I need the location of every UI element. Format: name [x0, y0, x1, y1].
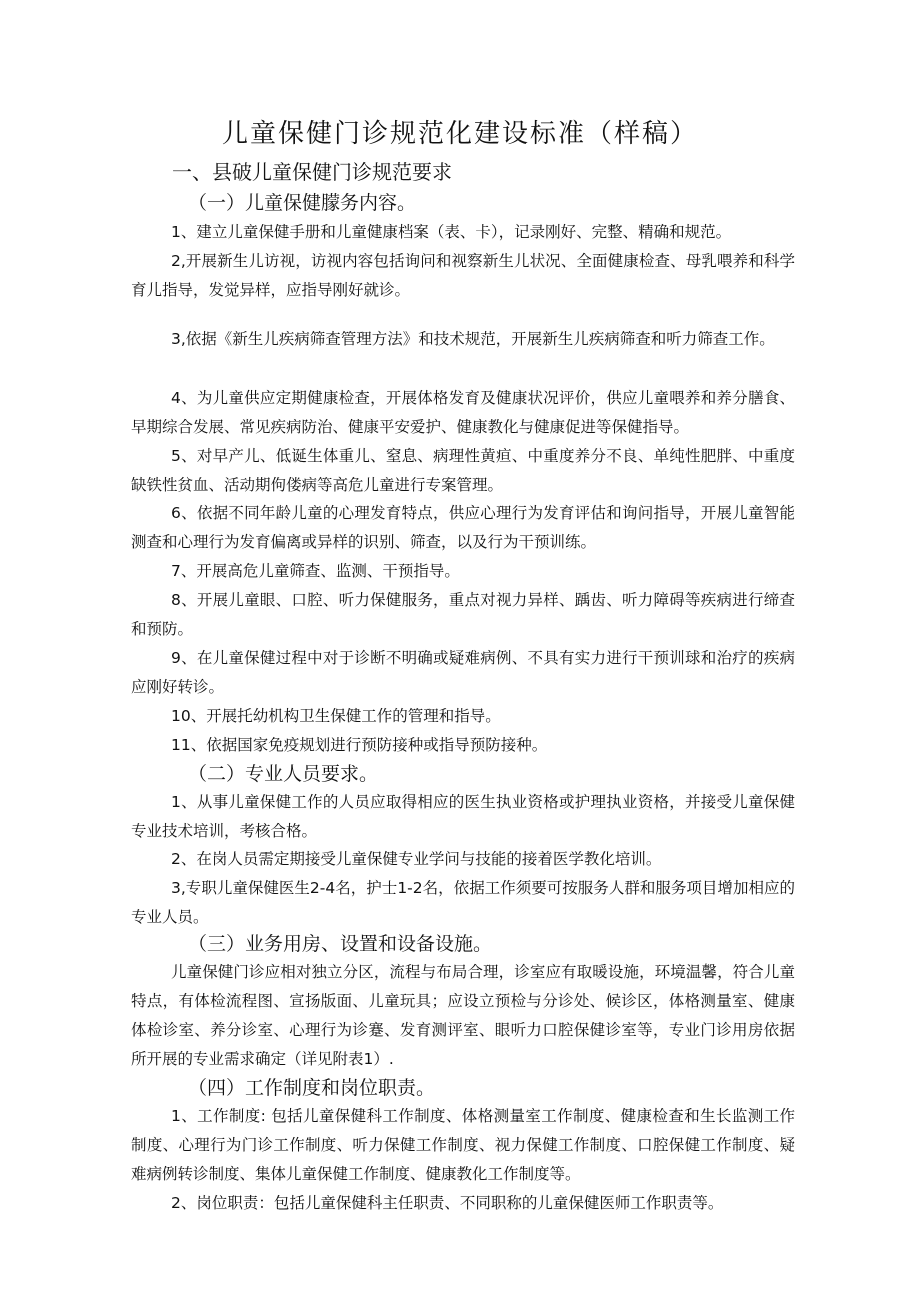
paragraph-item: 11、依据国家免疫规划进行预防接种或指导预防接种。: [171, 736, 548, 754]
paragraph-item: 10、开展托幼机构卫生保健工作的管理和指导。: [171, 707, 501, 725]
paragraph-item: 6、依据不同年龄儿童的心理发育特点，供应心理行为发育评估和询问指导，开展儿童智能测查和心理行为发育偏离或异样的识别、筛查，以及行为干预训练。: [131, 504, 795, 551]
subsection-heading-work-rules: （四）工作制度和岗位职责。: [188, 1077, 436, 1099]
paragraph-item: 2、岗位职责：包括儿童保健科主任职责、不同职称的儿童保健医师工作职责等。: [171, 1194, 724, 1212]
subsection-heading-service-content: （一）儿童保健朦务内容。: [188, 192, 417, 214]
paragraph-item: 2,开展新生儿访视，访视内容包括询问和视察新生儿状况、全面健康检查、母乳喂养和科学育儿指导，发觉异样，应指导刚好就诊。: [131, 252, 795, 299]
subsection-heading-facilities: （三）业务用房、设置和设备设施。: [188, 933, 493, 955]
subsection-heading-staff-requirements: （二）专业人员要求。: [188, 763, 379, 785]
document-title: 儿童保健门诊规范化建设标准（样稿）: [221, 119, 698, 149]
paragraph-item: 3,依据《新生儿疾病筛查管理方法》和技术规范，开展新生儿疾病筛查和听力筛查工作。: [171, 330, 775, 348]
section-heading-1: 一、县破儿童保健门诊规范要求: [172, 160, 452, 184]
paragraph-item: 4、为儿童供应定期健康检查，开展体格发育及健康状况评价，供应儿童喂养和养分膳食、早期综合发展、常见疾病防治、健康平安爱护、健康教化与健康促进等保健指导。: [131, 389, 795, 436]
paragraph-item: 3,专职儿童保健医生2-4名，护士1-2名，依据工作须要可按服务人群和服务项目增加相应的专业人员。: [131, 879, 795, 926]
paragraph-item: 8、开展儿童眼、口腔、听力保健服务，重点对视力异样、踽齿、听力障碍等疾病进行缔查和预防。: [131, 591, 795, 638]
paragraph-item: 1、建立儿童保健手册和儿童健康档案（表、卡），记录刚好、完整、精确和规范。: [171, 223, 732, 241]
paragraph-item: 1、从事儿童保健工作的人员应取得相应的医生执业资格或护理执业资格，并接受儿童保健专业技术培训，考核合格。: [131, 793, 795, 840]
paragraph-item: 7、开展高危儿童筛查、监测、干预指导。: [171, 562, 460, 580]
paragraph-item: 1、工作制度: 包括儿童保健科工作制度、体格测量室工作制度、健康检查和生长监测工作制度、心理行为门诊工作制度、听力保健工作制度、视力保健工作制度、口腔保健工作制度、疑难病例转诊制度、集体儿童保健工作制度、健康教化工作制度等。: [131, 1107, 795, 1183]
paragraph-item: 儿童保健门诊应相对独立分区，流程与布局合理，诊室应有取暖设施，环境温馨，符合儿童特点，有体检流程图、宣扬版面、儿童玩具；应设立预检与分诊处、候诊区，体格测量室、健康体检诊室、养分诊室、心理行为诊蹇、发育测评室、眼听力口腔保健诊室等，专业门诊用房依据所开展的专业需求确定（详见附表1）.: [131, 963, 795, 1068]
paragraph-item: 9、在儿童保健过程中对于诊断不明确或疑难病例、不具有实力进行干预训球和治疗的疾病应刚好转诊。: [131, 649, 795, 696]
paragraph-item: 2、在岗人员需定期接受儿童保健专业学问与技能的接着医学教化培训。: [171, 850, 662, 868]
paragraph-item: 5、对早产儿、低诞生体重儿、窒息、病理性黄疸、中重度养分不良、单纯性肥胖、中重度缺铁性贫血、活动期佝偻病等高危儿童进行专案管理。: [131, 447, 795, 494]
